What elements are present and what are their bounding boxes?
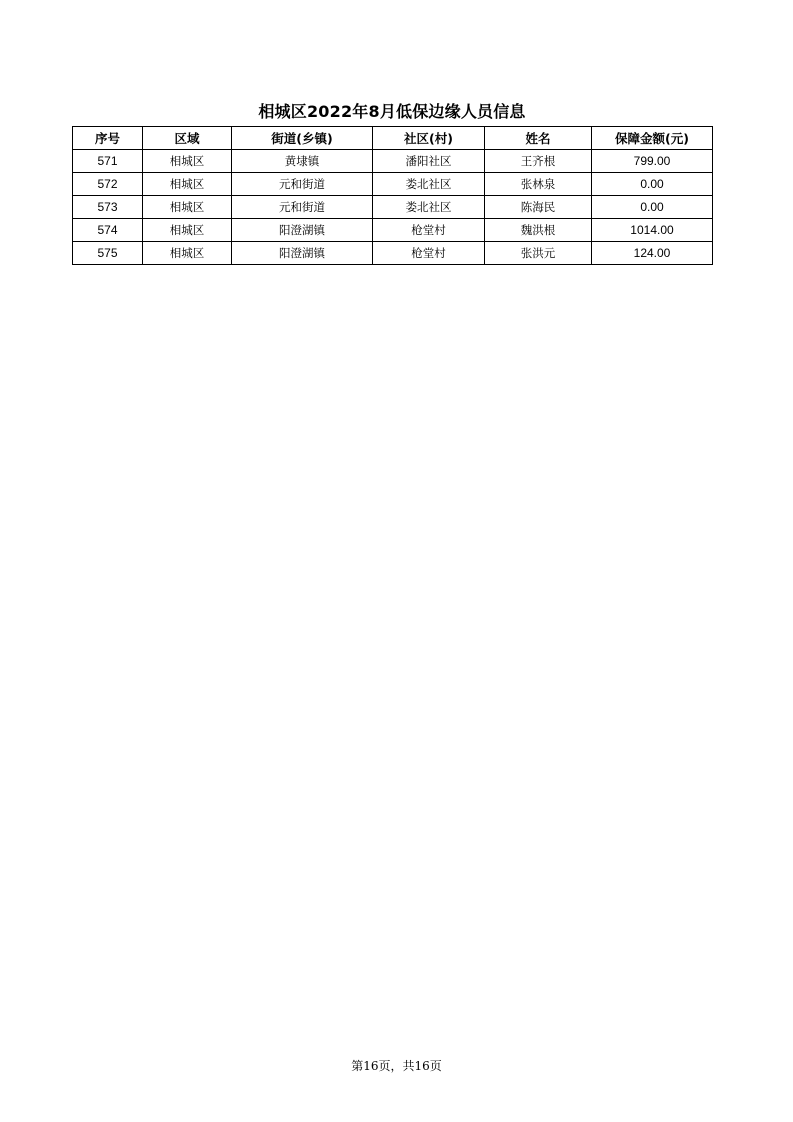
header-street: 街道(乡镇) (232, 127, 373, 150)
table-row (73, 219, 713, 242)
document-title: 相城区2022年8月低保边缘人员信息 (258, 102, 526, 121)
header-community: 社区(村) (373, 127, 485, 150)
cell-amount: 799.00 (592, 150, 713, 173)
cell-street: 阳澄湖镇 (232, 219, 373, 242)
cell-district: 相城区 (143, 219, 232, 242)
cell-amount: 1014.00 (592, 219, 713, 242)
cell-amount: 0.00 (592, 173, 713, 196)
cell-community: 娄北社区 (373, 173, 485, 196)
cell-name: 张洪元 (485, 242, 592, 265)
cell-index: 572 (73, 173, 143, 196)
page-number: 第16页，共16页 (351, 1059, 442, 1073)
header-district: 区域 (143, 127, 232, 150)
cell-community: 枪堂村 (373, 242, 485, 265)
cell-amount: 124.00 (592, 242, 713, 265)
cell-name: 陈海民 (485, 196, 592, 219)
cell-street: 阳澄湖镇 (232, 242, 373, 265)
header-index: 序号 (73, 127, 143, 150)
cell-street: 黄埭镇 (232, 150, 373, 173)
table-row (73, 173, 713, 196)
header-amount: 保障金额(元) (592, 127, 713, 150)
cell-index: 571 (73, 150, 143, 173)
table-body (73, 150, 713, 265)
cell-district: 相城区 (143, 173, 232, 196)
cell-district: 相城区 (143, 150, 232, 173)
cell-street: 元和街道 (232, 196, 373, 219)
cell-street: 元和街道 (232, 173, 373, 196)
table-row (73, 150, 713, 173)
cell-community: 枪堂村 (373, 219, 485, 242)
cell-name: 王齐根 (485, 150, 592, 173)
cell-index: 573 (73, 196, 143, 219)
table-row (73, 196, 713, 219)
header-name: 姓名 (485, 127, 592, 150)
cell-index: 575 (73, 242, 143, 265)
cell-amount: 0.00 (592, 196, 713, 219)
cell-name: 张林泉 (485, 173, 592, 196)
cell-district: 相城区 (143, 196, 232, 219)
cell-community: 娄北社区 (373, 196, 485, 219)
table-row (73, 242, 713, 265)
cell-name: 魏洪根 (485, 219, 592, 242)
table-header (73, 127, 713, 150)
records-table (72, 126, 713, 265)
cell-community: 潘阳社区 (373, 150, 485, 173)
cell-district: 相城区 (143, 242, 232, 265)
cell-index: 574 (73, 219, 143, 242)
header-row (73, 127, 713, 150)
